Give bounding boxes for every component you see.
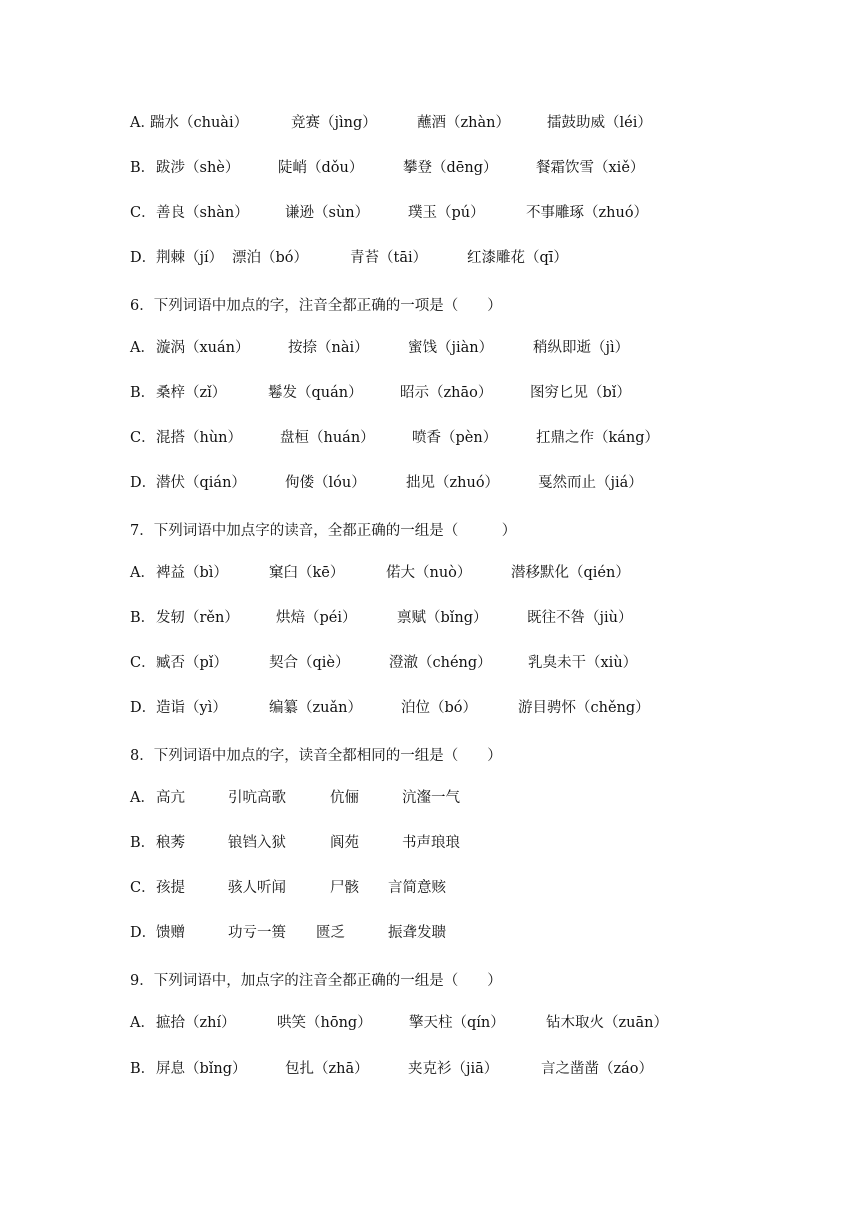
option-label: A． (130, 115, 155, 131)
option-term: 喷香（pèn） (412, 430, 498, 446)
question-stem: 7．下列词语中加点字的读音，全都正确的一组是（ ） (130, 523, 517, 539)
option-label: B． (130, 835, 156, 851)
option-term: 盘桓（huán） (280, 430, 375, 446)
option-term: 引吭高歌 (228, 790, 286, 806)
option-term: 混搭（hùn） (156, 430, 243, 446)
option-term: 稍纵即逝（jì） (533, 340, 630, 356)
question-stem: 9．下列词语中，加点字的注音全都正确的一组是（ ） (130, 973, 502, 989)
option-term: 言之凿凿（záo） (541, 1061, 654, 1077)
option-term: 功亏一篑 (228, 925, 286, 941)
option-term: 禀赋（bǐng） (397, 610, 488, 626)
option-term: 蘸酒（zhàn） (417, 115, 510, 131)
option-term: 言简意赅 (388, 880, 446, 896)
option-term: 漂泊（bó） (232, 250, 309, 266)
option-label: C． (130, 430, 156, 446)
option-term: 蜜饯（jiàn） (408, 340, 494, 356)
option-term: 漩涡（xuán） (156, 340, 250, 356)
option-term: 包扎（zhā） (285, 1061, 369, 1077)
option-term: 造诣（yì） (156, 700, 227, 716)
option-label: A． (130, 340, 155, 356)
option-term: 谦逊（sùn） (285, 205, 370, 221)
option-term: 窠臼（kē） (269, 565, 345, 581)
option-term: 锒铛入狱 (228, 835, 286, 851)
option-label: B． (130, 385, 156, 401)
option-label: A． (130, 1015, 155, 1031)
option-label: C． (130, 880, 156, 896)
option-term: 桑梓（zǐ） (156, 385, 227, 401)
option-label: D． (130, 700, 157, 716)
option-label: C． (130, 205, 156, 221)
option-term: 裨益（bì） (156, 565, 228, 581)
option-term: 发轫（rěn） (156, 610, 239, 626)
option-label: D． (130, 925, 157, 941)
option-term: 沆瀣一气 (402, 790, 460, 806)
option-term: 攀登（dēng） (403, 160, 498, 176)
option-term: 图穷匕见（bǐ） (530, 385, 631, 401)
option-term: 游目骋怀（chěng） (518, 700, 650, 716)
option-term: 擂鼓助威（léi） (547, 115, 652, 131)
option-term: 潜移默化（qién） (511, 565, 630, 581)
option-term: 按捺（nài） (288, 340, 369, 356)
question-stem: 6．下列词语中加点的字，注音全都正确的一项是（ ） (130, 298, 502, 314)
option-term: 青苔（tāi） (350, 250, 428, 266)
option-term: 阆苑 (330, 835, 359, 851)
question-stem: 8．下列词语中加点的字，读音全都相同的一组是（ ） (130, 748, 502, 764)
option-term: 善良（shàn） (156, 205, 249, 221)
option-term: 尸骸 (330, 880, 359, 896)
option-term: 踹水（chuài） (150, 115, 249, 131)
option-term: 编纂（zuǎn） (269, 700, 362, 716)
option-label: D． (130, 250, 157, 266)
option-term: 摭拾（zhí） (156, 1015, 236, 1031)
option-label: D． (130, 475, 157, 491)
option-term: 陡峭（dǒu） (278, 160, 364, 176)
option-term: 高亢 (156, 790, 185, 806)
option-label: B． (130, 160, 156, 176)
option-term: 跋涉（shè） (156, 160, 240, 176)
option-term: 荆棘（jí） (156, 250, 224, 266)
option-term: 骇人听闻 (228, 880, 286, 896)
option-label: B． (130, 610, 156, 626)
option-term: 书声琅琅 (402, 835, 460, 851)
option-term: 扛鼎之作（káng） (536, 430, 660, 446)
option-label: C． (130, 655, 156, 671)
option-term: 钻木取火（zuān） (546, 1015, 668, 1031)
option-term: 偌大（nuò） (386, 565, 472, 581)
option-term: 匮乏 (316, 925, 345, 941)
option-term: 稂莠 (156, 835, 185, 851)
option-term: 竞赛（jìng） (291, 115, 377, 131)
option-term: 昭示（zhāo） (400, 385, 493, 401)
option-term: 潜伏（qián） (156, 475, 246, 491)
option-label: B． (130, 1061, 156, 1077)
option-term: 烘焙（péi） (276, 610, 357, 626)
option-term: 臧否（pǐ） (156, 655, 228, 671)
option-term: 契合（qiè） (269, 655, 350, 671)
option-term: 澄澈（chéng） (389, 655, 492, 671)
option-term: 戛然而止（jiá） (538, 475, 643, 491)
option-term: 屏息（bǐng） (156, 1061, 247, 1077)
option-term: 餐霜饮雪（xiě） (536, 160, 645, 176)
option-term: 振聋发聩 (388, 925, 446, 941)
option-term: 伉俪 (330, 790, 359, 806)
option-label: A． (130, 790, 155, 806)
option-term: 擎天柱（qín） (409, 1015, 505, 1031)
option-term: 佝偻（lóu） (285, 475, 366, 491)
option-term: 鬈发（quán） (268, 385, 363, 401)
option-term: 拙见（zhuó） (406, 475, 500, 491)
option-term: 璞玉（pú） (408, 205, 485, 221)
option-term: 夹克衫（jiā） (408, 1061, 499, 1077)
option-term: 馈赠 (156, 925, 185, 941)
option-term: 既往不咎（jiù） (527, 610, 633, 626)
option-term: 孩提 (156, 880, 185, 896)
option-term: 不事雕琢（zhuó） (526, 205, 649, 221)
option-term: 乳臭未干（xiù） (528, 655, 638, 671)
option-term: 泊位（bó） (401, 700, 478, 716)
option-term: 哄笑（hōng） (277, 1015, 372, 1031)
option-label: A． (130, 565, 155, 581)
option-term: 红漆雕花（qī） (467, 250, 568, 266)
